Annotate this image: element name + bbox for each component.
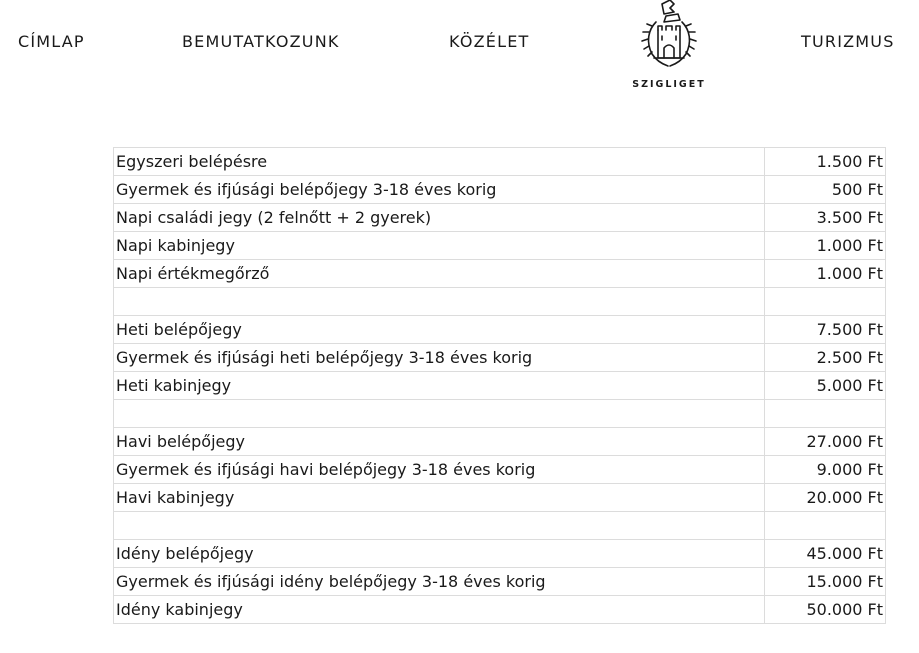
nav-link-bemutatkozunk[interactable]: BEMUTATKOZUNK (182, 32, 340, 51)
ticket-price: 7.500 Ft (765, 316, 886, 344)
nav-link-cimlap[interactable]: CÍMLAP (18, 32, 85, 51)
ticket-name (114, 400, 765, 428)
price-row (114, 148, 886, 176)
price-row-spacer (114, 288, 886, 316)
ticket-name: Gyermek és ifjúsági heti belépőjegy 3-18 éves korig (114, 344, 765, 372)
ticket-name (114, 512, 765, 540)
ticket-price: 5.000 Ft (765, 372, 886, 400)
ticket-price: 9.000 Ft (765, 456, 886, 484)
ticket-name: Gyermek és ifjúsági idény belépőjegy 3-18 éves korig (114, 568, 765, 596)
price-row (114, 260, 886, 288)
ticket-price: 27.000 Ft (765, 428, 886, 456)
ticket-name: Havi kabinjegy (114, 484, 765, 512)
price-row (114, 372, 886, 400)
price-table-body (114, 148, 886, 624)
ticket-name (114, 288, 765, 316)
price-row (114, 456, 886, 484)
ticket-price: 20.000 Ft (765, 484, 886, 512)
site-logo[interactable] (628, 0, 710, 94)
ticket-price: 1.000 Ft (765, 260, 886, 288)
price-row (114, 540, 886, 568)
ticket-name: Heti kabinjegy (114, 372, 765, 400)
nav-link-kozelet[interactable]: KÖZÉLET (449, 32, 530, 51)
price-row (114, 344, 886, 372)
ticket-price: 15.000 Ft (765, 568, 886, 596)
ticket-name: Gyermek és ifjúsági havi belépőjegy 3-18 éves korig (114, 456, 765, 484)
ticket-name: Napi értékmegőrző (114, 260, 765, 288)
ticket-price: 45.000 Ft (765, 540, 886, 568)
ticket-name: Heti belépőjegy (114, 316, 765, 344)
ticket-price (765, 512, 886, 540)
ticket-name: Napi családi jegy (2 felnőtt + 2 gyerek) (114, 204, 765, 232)
price-row-spacer (114, 400, 886, 428)
nav-link-turizmus[interactable]: TURIZMUS (801, 32, 895, 51)
ticket-name: Gyermek és ifjúsági belépőjegy 3-18 éves korig (114, 176, 765, 204)
price-row (114, 232, 886, 260)
price-row (114, 568, 886, 596)
price-row (114, 428, 886, 456)
price-row (114, 596, 886, 624)
ticket-price: 3.500 Ft (765, 204, 886, 232)
price-row (114, 176, 886, 204)
ticket-price: 1.000 Ft (765, 232, 886, 260)
ticket-name: Napi kabinjegy (114, 232, 765, 260)
price-row-spacer (114, 512, 886, 540)
price-row (114, 204, 886, 232)
ticket-name: Idény kabinjegy (114, 596, 765, 624)
ticket-price: 1.500 Ft (765, 148, 886, 176)
ticket-price: 2.500 Ft (765, 344, 886, 372)
price-row (114, 316, 886, 344)
ticket-price (765, 288, 886, 316)
ticket-name: Idény belépőjegy (114, 540, 765, 568)
logo-text: SZIGLIGET (632, 79, 706, 90)
ticket-name: Havi belépőjegy (114, 428, 765, 456)
ticket-name: Egyszeri belépésre (114, 148, 765, 176)
castle-crest-icon (634, 0, 704, 76)
ticket-price: 50.000 Ft (765, 596, 886, 624)
ticket-price (765, 400, 886, 428)
price-row (114, 484, 886, 512)
ticket-price: 500 Ft (765, 176, 886, 204)
price-table (113, 147, 886, 624)
